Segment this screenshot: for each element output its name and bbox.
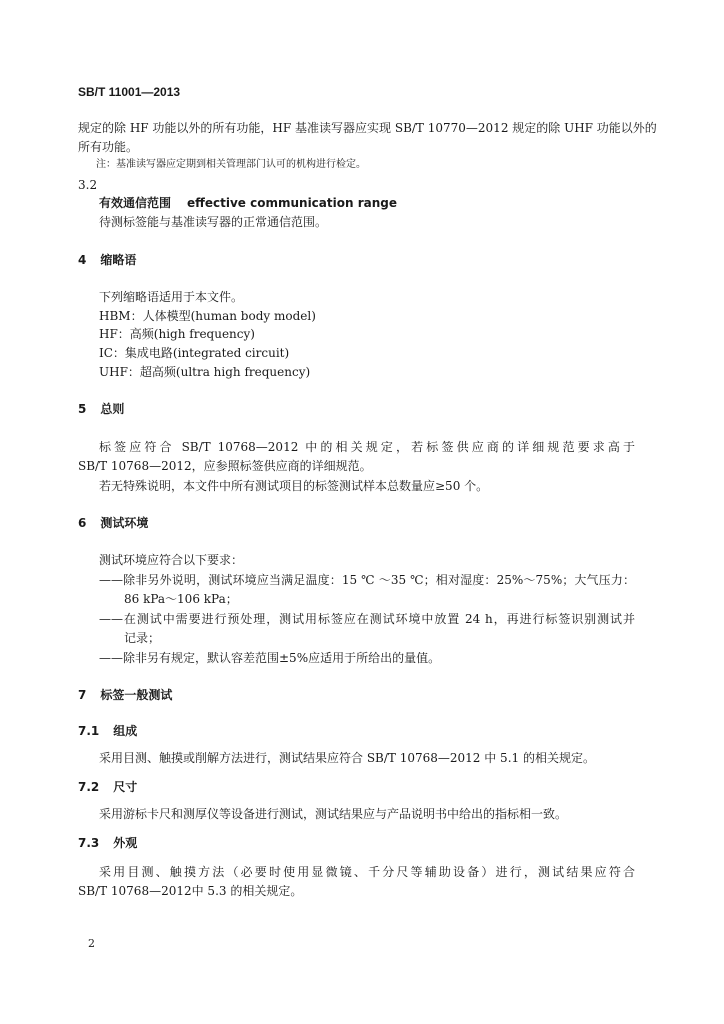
section-title: 缩略语 <box>100 253 137 267</box>
section-title: 组成 <box>113 724 138 738</box>
paragraph-line: 采用目测、触摸或削解方法进行，测试结果应符合 SB/T 10768—2012 中 5.1 的相关规定。 <box>99 751 595 765</box>
section-number: 5 <box>78 402 87 416</box>
section-title: 标签一般测试 <box>100 688 173 702</box>
section-number: 7.2 <box>78 780 100 794</box>
paragraph-line: 采用目测、触摸方法（必要时使用显微镜、千分尺等辅助设备）进行，测试结果应符合 <box>99 865 635 879</box>
list-item: IC：集成电路(integrated circuit) <box>99 346 290 360</box>
section-heading <box>78 515 148 531</box>
section-number: 7 <box>78 688 87 702</box>
section-title: 尺寸 <box>113 780 138 794</box>
section-heading <box>78 252 136 268</box>
note-text: 注：基准读写器应定期到相关管理部门认可的机构进行检定。 <box>96 159 366 170</box>
bullet-continuation: 记录； <box>124 631 161 645</box>
list-item: UHF：超高频(ultra high frequency) <box>99 365 311 379</box>
paragraph-line: 标签应符合 SB/T 10768—2012 中的相关规定，若标签供应商的详细规范要求高于 <box>99 440 635 454</box>
section-number: 4 <box>78 253 87 267</box>
paragraph-line: 下列缩略语适用于本文件。 <box>99 290 244 304</box>
list-item: HF：高频(high frequency) <box>99 327 255 341</box>
bullet-continuation: 86 kPa～106 kPa； <box>124 592 238 606</box>
section-number: 7.3 <box>78 836 100 850</box>
term-title <box>99 195 397 211</box>
page-number: 2 <box>88 937 95 950</box>
list-item: HBM：人体模型(human body model) <box>99 309 316 323</box>
paragraph-line: 规定的除 HF 功能以外的所有功能，HF 基准读写器应实现 SB/T 10770—2012 规定的除 UHF 功能以外的 <box>78 121 657 135</box>
paragraph-line: 若无特殊说明，本文件中所有测试项目的标签测试样本总数量应≥50 个。 <box>99 479 489 493</box>
section-number: 3.2 <box>78 178 98 192</box>
section-title: 总则 <box>100 402 125 416</box>
subsection-heading <box>78 723 137 739</box>
section-number: 6 <box>78 516 87 530</box>
bullet-item: ——除非另有规定，默认容差范围±5%应适用于所给出的量值。 <box>99 651 441 665</box>
subsection-heading <box>78 835 137 851</box>
section-title: 测试环境 <box>100 516 149 530</box>
paragraph-line: SB/T 10768—2012，应参照标签供应商的详细规范。 <box>78 459 372 473</box>
bullet-item: ——除非另外说明，测试环境应当满足温度：15 ℃ ～35 ℃；相对湿度：25%～75%；大气压力： <box>99 573 635 587</box>
paragraph-line: 采用游标卡尺和测厚仪等设备进行测试，测试结果应与产品说明书中给出的指标相一致。 <box>99 807 568 821</box>
paragraph-line: 所有功能。 <box>78 140 139 154</box>
section-number: 7.1 <box>78 724 100 738</box>
subsection-heading <box>78 779 137 795</box>
bullet-item: ——在测试中需要进行预处理，测试用标签应在测试环境中放置 24 h，再进行标签识别测试并 <box>99 612 635 626</box>
paragraph-line: 测试环境应符合以下要求： <box>99 553 244 567</box>
section-heading <box>78 687 172 703</box>
paragraph-line: SB/T 10768—2012中 5.3 的相关规定。 <box>78 884 303 898</box>
section-heading <box>78 401 124 417</box>
term-zh: 有效通信范围 <box>99 196 172 210</box>
document-header: SB/T 11001—2013 <box>78 85 181 99</box>
term-en: effective communication range <box>187 196 397 210</box>
term-definition: 待测标签能与基准读写器的正常通信范围。 <box>99 215 328 229</box>
section-title: 外观 <box>113 836 138 850</box>
